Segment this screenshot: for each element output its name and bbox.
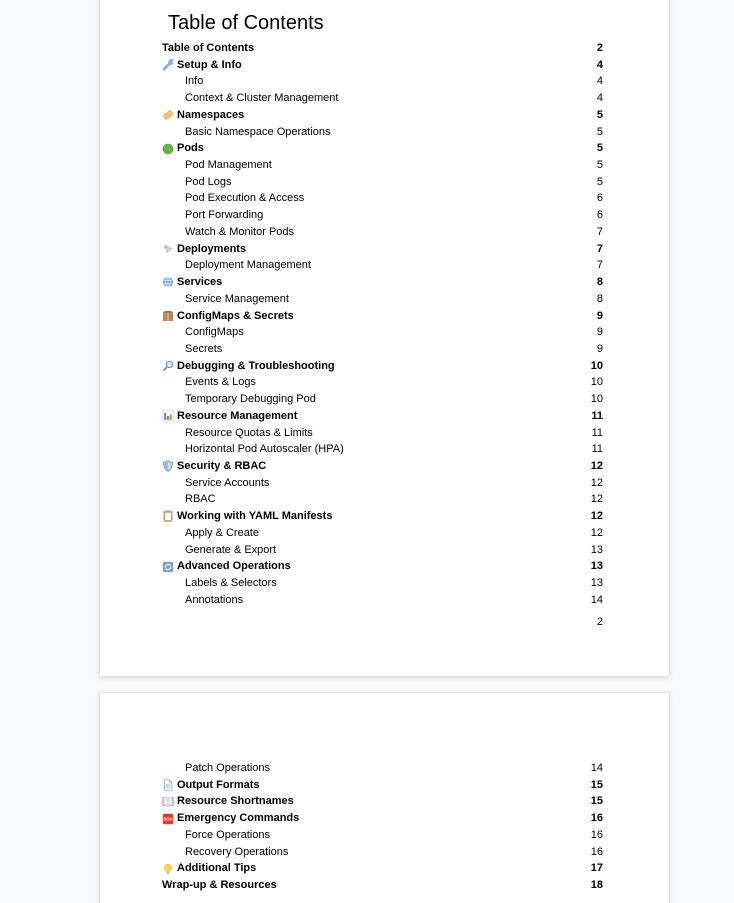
toc-entry[interactable] bbox=[162, 558, 603, 575]
toc-entry-page-number: 7 bbox=[596, 242, 603, 255]
toc-entry-label: Temporary Debugging Pod bbox=[185, 393, 316, 406]
counterclockwise-arrows-icon bbox=[162, 561, 174, 573]
toc-entry-page-number: 10 bbox=[590, 359, 603, 372]
toc-entry-page-number: 12 bbox=[590, 526, 603, 539]
toc-entry-page-number: 4 bbox=[596, 75, 603, 88]
toc-entry[interactable] bbox=[162, 73, 603, 90]
toc-entry-label: Pod Logs bbox=[185, 175, 232, 188]
toc-entry-label: Service Management bbox=[185, 292, 289, 305]
toc-entry[interactable] bbox=[162, 391, 603, 408]
toc-entry-page-number: 17 bbox=[590, 862, 603, 875]
toc-entry[interactable] bbox=[162, 274, 603, 291]
toc-entry-label: Info bbox=[185, 75, 204, 88]
toc-entry[interactable] bbox=[162, 542, 603, 559]
toc-entry-page-number: 16 bbox=[590, 812, 603, 825]
toc-entry-page-number: 2 bbox=[596, 42, 603, 54]
toc-entry-page-number: 4 bbox=[596, 92, 603, 105]
toc-entry-page-number: 6 bbox=[596, 192, 603, 205]
toc-entry-page-number: 15 bbox=[590, 795, 603, 808]
toc-entry-label: Resource Management bbox=[177, 409, 298, 422]
toc-entry-page-number: 11 bbox=[591, 409, 603, 422]
toc-entry[interactable] bbox=[162, 190, 603, 207]
green-circle-icon bbox=[162, 143, 174, 155]
toc-entry[interactable] bbox=[162, 408, 603, 425]
toc-entry[interactable] bbox=[162, 525, 603, 542]
toc-entry[interactable] bbox=[162, 257, 603, 274]
toc-entry[interactable] bbox=[162, 425, 603, 442]
toc-entry-label: Table of Contents bbox=[162, 42, 255, 54]
toc-entry-label: Force Operations bbox=[185, 828, 270, 841]
toc-entry[interactable] bbox=[162, 592, 603, 609]
toc-entry-page-number: 9 bbox=[596, 326, 603, 339]
toc-entry[interactable] bbox=[162, 827, 603, 844]
light-bulb-icon bbox=[162, 863, 174, 875]
toc-entry-page-number: 12 bbox=[590, 493, 603, 506]
toc-entry[interactable] bbox=[162, 508, 603, 525]
toc-entry[interactable] bbox=[162, 810, 603, 827]
toc-entry-label: Context & Cluster Management bbox=[185, 92, 339, 105]
toc-entry-label: Setup & Info bbox=[177, 58, 242, 71]
toc-entry-page-number: 16 bbox=[590, 845, 603, 858]
shield-icon bbox=[162, 460, 174, 472]
toc-entry-label: Debugging & Troubleshooting bbox=[177, 359, 335, 372]
toc-entry-page-number: 10 bbox=[590, 376, 603, 389]
toc-entry-label: Generate & Export bbox=[185, 543, 277, 556]
wrench-icon bbox=[162, 59, 174, 71]
toc-entry[interactable] bbox=[162, 207, 603, 224]
toc-entry-page-number: 18 bbox=[590, 879, 603, 892]
toc-entry-page-number: 10 bbox=[590, 393, 603, 406]
toc-entry-label: Pod Management bbox=[185, 159, 272, 172]
toc-entry[interactable] bbox=[162, 341, 603, 358]
toc-entry-label: ConfigMaps bbox=[185, 326, 244, 339]
toc-title: Table of Contents bbox=[168, 12, 324, 34]
toc-entry[interactable] bbox=[162, 124, 603, 141]
toc-entry-label: Watch & Monitor Pods bbox=[185, 225, 295, 238]
toc-entry-label: Working with YAML Manifests bbox=[177, 510, 333, 523]
toc-entry-label: Recovery Operations bbox=[185, 845, 289, 858]
toc-entry-page-number: 9 bbox=[596, 309, 603, 322]
magnifying-glass-icon bbox=[162, 360, 174, 372]
rocket-icon bbox=[162, 243, 174, 255]
toc-entry-page-number: 5 bbox=[596, 159, 603, 172]
toc-entry-label: Pod Execution & Access bbox=[185, 192, 305, 205]
toc-entry[interactable] bbox=[162, 844, 603, 861]
toc-entry[interactable] bbox=[162, 90, 603, 107]
open-book-icon bbox=[162, 796, 174, 808]
svg-text:SOS: SOS bbox=[163, 816, 173, 822]
toc-entry[interactable] bbox=[162, 308, 603, 325]
toc-entry[interactable] bbox=[162, 575, 603, 592]
toc-entry[interactable] bbox=[162, 241, 603, 258]
toc-entry[interactable] bbox=[162, 324, 603, 341]
toc-entry-label: Output Formats bbox=[177, 778, 260, 791]
toc-entry-label: Security & RBAC bbox=[177, 459, 267, 472]
toc-entry[interactable] bbox=[162, 491, 603, 508]
toc-entry-label: Labels & Selectors bbox=[185, 577, 277, 589]
toc-entry-label: Emergency Commands bbox=[177, 812, 300, 825]
toc-entry-label: Patch Operations bbox=[185, 762, 270, 774]
page-facing-up-icon bbox=[162, 779, 174, 791]
toc-entry[interactable] bbox=[162, 291, 603, 308]
toc-entry-label: Service Accounts bbox=[185, 476, 270, 489]
toc-entry-page-number: 8 bbox=[596, 292, 603, 305]
toc-entry-page-number: 12 bbox=[590, 476, 603, 489]
toc-entry-page-number: 12 bbox=[590, 459, 603, 472]
toc-entry-page-number: 13 bbox=[590, 577, 603, 589]
toc-entry-page-number: 11 bbox=[591, 426, 603, 439]
bar-chart-icon bbox=[162, 410, 174, 422]
toc-entry-page-number: 5 bbox=[596, 142, 603, 155]
page-footer-number: 2 bbox=[596, 616, 603, 628]
toc-entry[interactable] bbox=[162, 793, 603, 810]
toc-entry-page-number: 12 bbox=[590, 510, 603, 523]
toc-entry[interactable] bbox=[162, 374, 603, 391]
toc-entry-label: Events & Logs bbox=[185, 376, 256, 389]
sos-icon bbox=[162, 813, 174, 825]
toc-entry[interactable] bbox=[162, 441, 603, 458]
toc-entry-label: Namespaces bbox=[177, 108, 245, 121]
toc-entry-page-number: 7 bbox=[596, 259, 603, 272]
toc-entry-page-number: 14 bbox=[590, 762, 603, 774]
toc-entry[interactable] bbox=[162, 224, 603, 241]
toc-entry-label: Deployments bbox=[177, 242, 247, 255]
package-icon bbox=[162, 310, 174, 322]
toc-entry[interactable] bbox=[162, 458, 603, 475]
toc-entry-page-number: 5 bbox=[596, 175, 603, 188]
toc-entry-page-number: 9 bbox=[596, 342, 603, 355]
toc-entry-page-number: 6 bbox=[596, 209, 603, 222]
toc-list-page2 bbox=[162, 760, 603, 894]
document-page-2 bbox=[99, 692, 670, 903]
toc-entry-label: Basic Namespace Operations bbox=[185, 125, 331, 138]
toc-entry-label: Wrap-up & Resources bbox=[162, 879, 277, 892]
toc-entry[interactable] bbox=[162, 777, 603, 794]
toc-entry-label: Port Forwarding bbox=[185, 209, 264, 222]
toc-entry-page-number: 4 bbox=[596, 58, 603, 71]
toc-entry[interactable] bbox=[162, 877, 603, 894]
toc-entry[interactable] bbox=[162, 475, 603, 492]
label-tag-icon bbox=[162, 109, 174, 121]
toc-entry-label: Annotations bbox=[185, 593, 244, 606]
toc-entry-page-number: 16 bbox=[590, 828, 603, 841]
toc-entry-page-number: 5 bbox=[596, 108, 603, 121]
document-page-1 bbox=[99, 0, 670, 677]
toc-entry-label: ConfigMaps & Secrets bbox=[177, 309, 294, 322]
toc-entry[interactable] bbox=[162, 107, 603, 124]
toc-entry[interactable] bbox=[162, 40, 603, 57]
toc-entry[interactable] bbox=[162, 358, 603, 375]
toc-entry-page-number: 15 bbox=[590, 778, 603, 791]
toc-entry-label: Apply & Create bbox=[185, 526, 259, 539]
toc-entry-label: Resource Quotas & Limits bbox=[185, 426, 313, 439]
toc-entry-label: Deployment Management bbox=[185, 259, 311, 272]
toc-entry-label: Secrets bbox=[185, 342, 223, 355]
toc-entry-page-number: 13 bbox=[590, 543, 603, 556]
toc-entry-label: Horizontal Pod Autoscaler (HPA) bbox=[185, 443, 344, 456]
toc-entry-label: Advanced Operations bbox=[177, 560, 291, 573]
toc-entry[interactable] bbox=[162, 140, 603, 157]
toc-entry-page-number: 14 bbox=[590, 593, 603, 606]
toc-entry-page-number: 7 bbox=[596, 225, 603, 238]
toc-entry-page-number: 13 bbox=[590, 560, 603, 573]
toc-entry-label: RBAC bbox=[185, 493, 216, 506]
toc-list-page1 bbox=[162, 40, 603, 608]
toc-entry-label: Additional Tips bbox=[177, 862, 257, 875]
toc-entry[interactable] bbox=[162, 57, 603, 74]
toc-entry-page-number: 5 bbox=[596, 125, 603, 138]
toc-entry[interactable] bbox=[162, 174, 603, 191]
toc-entry-label: Resource Shortnames bbox=[177, 795, 294, 808]
toc-entry[interactable] bbox=[162, 760, 603, 777]
toc-entry-page-number: 8 bbox=[596, 276, 603, 289]
toc-entry[interactable] bbox=[162, 860, 603, 877]
toc-entry-label: Pods bbox=[177, 142, 204, 155]
clipboard-icon bbox=[162, 510, 174, 522]
globe-icon bbox=[162, 276, 174, 288]
toc-entry[interactable] bbox=[162, 157, 603, 174]
toc-entry-label: Services bbox=[177, 276, 223, 289]
toc-entry-page-number: 11 bbox=[591, 443, 603, 456]
